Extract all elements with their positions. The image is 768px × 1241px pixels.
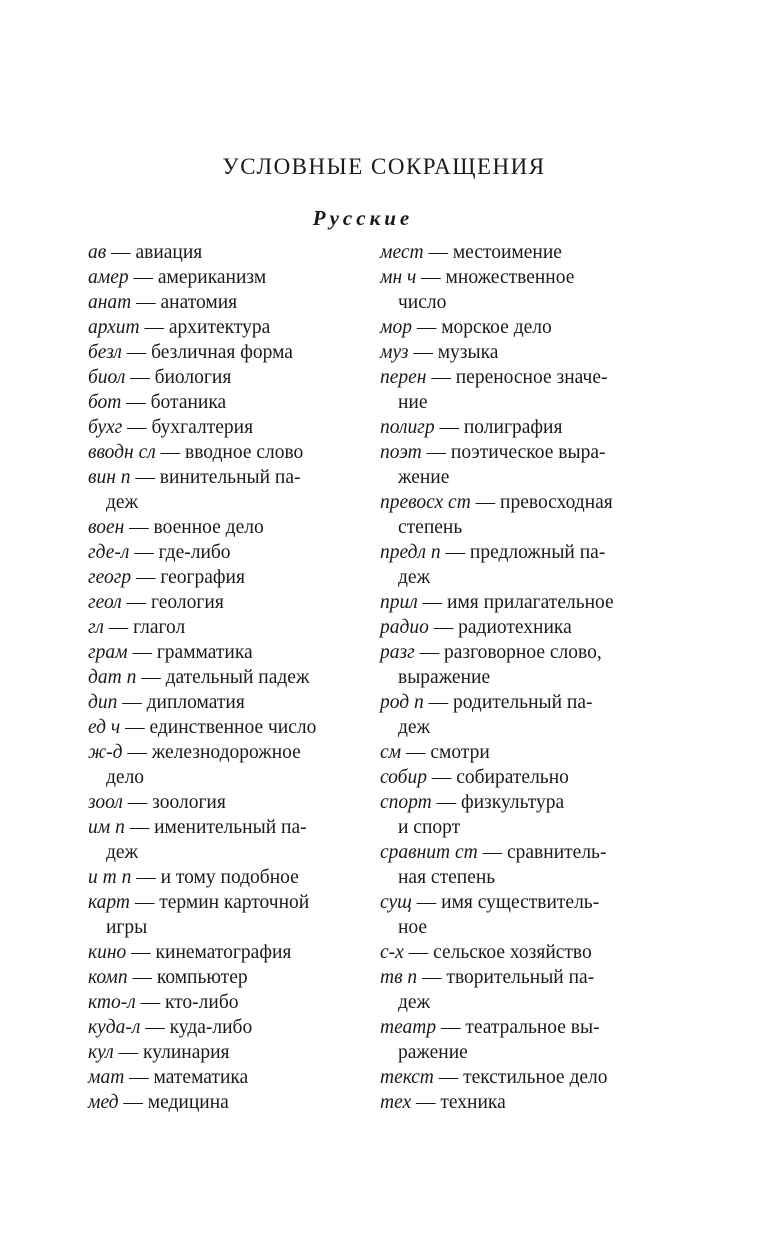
entry-dash: —	[417, 592, 448, 613]
abbreviation-term: архит	[88, 317, 140, 338]
entry-dash: —	[121, 392, 151, 413]
abbreviation-term: спорт	[380, 792, 432, 813]
abbreviation-entry	[88, 315, 358, 340]
abbreviation-entry	[88, 1015, 358, 1040]
entry-dash: —	[122, 417, 152, 438]
abbreviation-term: мор	[380, 317, 412, 338]
entry-dash: —	[431, 792, 461, 813]
abbreviation-term: ж-д	[88, 742, 123, 763]
abbreviation-definition-continued: деж	[398, 567, 431, 588]
abbreviation-term: перен	[380, 367, 427, 388]
abbreviation-term: прил	[380, 592, 418, 613]
abbreviation-definition: бухгалтерия	[151, 417, 254, 438]
abbreviation-entry	[88, 815, 358, 865]
abbreviation-term: разг	[380, 642, 415, 663]
abbreviation-definition: полиграфия	[463, 417, 563, 438]
abbreviation-definition: биология	[154, 367, 232, 388]
abbreviation-term: им п	[88, 817, 125, 838]
entry-dash: —	[470, 492, 501, 513]
entry-dash: —	[121, 592, 152, 613]
abbreviation-term: дип	[88, 692, 118, 713]
entry-dash: —	[121, 342, 152, 363]
abbreviation-definition-continued: ное	[398, 917, 428, 938]
abbreviation-term: и т п	[88, 867, 132, 888]
abbreviation-entry	[88, 990, 358, 1015]
abbreviation-definition-continued: степень	[398, 517, 463, 538]
abbreviation-entry	[380, 615, 650, 640]
abbreviation-term: текст	[380, 1067, 434, 1088]
abbreviation-entry	[380, 440, 650, 490]
abbreviation-definition: музыка	[437, 342, 499, 363]
abbreviation-term: собир	[380, 767, 427, 788]
abbreviation-term: мат	[88, 1067, 125, 1088]
entry-dash: —	[136, 667, 166, 688]
entry-dash: —	[477, 842, 507, 863]
entry-dash: —	[126, 942, 156, 963]
abbreviation-definition: кто-либо	[164, 992, 239, 1013]
abbreviation-definition: превосходная	[500, 492, 613, 513]
entry-dash: —	[421, 442, 451, 463]
abbreviation-definition: кинематография	[155, 942, 292, 963]
entry-dash: —	[426, 767, 457, 788]
entry-dash: —	[416, 267, 446, 288]
abbreviation-definition: собирательно	[456, 767, 569, 788]
abbreviation-definition: анатомия	[160, 292, 238, 313]
abbreviation-entry	[88, 590, 358, 615]
abbreviation-entry	[380, 965, 650, 1015]
entry-dash: —	[440, 542, 470, 563]
abbreviation-term: муз	[380, 342, 409, 363]
abbreviation-entry	[380, 765, 650, 790]
abbreviation-definition: где-либо	[158, 542, 231, 563]
entry-dash: —	[423, 242, 453, 263]
abbreviation-entry	[380, 365, 650, 415]
abbreviation-entry	[88, 390, 358, 415]
abbreviation-definition-continued: дело	[106, 767, 145, 788]
abbreviation-term: воен	[88, 517, 125, 538]
abbreviation-definition: глагол	[133, 617, 186, 638]
abbreviations-left-column	[88, 240, 358, 1115]
abbreviation-term: превосх ст	[380, 492, 471, 513]
entry-dash: —	[118, 1092, 148, 1113]
abbreviation-term: поэт	[380, 442, 422, 463]
entry-dash: —	[124, 517, 154, 538]
abbreviation-definition: медицина	[147, 1092, 229, 1113]
abbreviation-term: театр	[380, 1017, 437, 1038]
abbreviation-definition: ботаника	[150, 392, 227, 413]
abbreviation-definition: математика	[153, 1067, 249, 1088]
abbreviation-entry	[380, 840, 650, 890]
abbreviation-term: безл	[88, 342, 122, 363]
abbreviation-definition: сравнитель-	[507, 842, 607, 863]
abbreviation-entry	[88, 415, 358, 440]
abbreviation-term: геогр	[88, 567, 132, 588]
abbreviation-definition: дательный падеж	[165, 667, 310, 688]
abbreviation-term: биол	[88, 367, 126, 388]
abbreviation-entry	[88, 940, 358, 965]
abbreviation-definition: железнодорожное	[151, 742, 301, 763]
abbreviation-definition: термин карточной	[159, 892, 310, 913]
abbreviation-definition-continued: выражение	[398, 667, 491, 688]
entry-dash: —	[106, 242, 136, 263]
abbreviation-entry	[380, 790, 650, 840]
abbreviation-term: сравнит ст	[380, 842, 478, 863]
entry-dash: —	[426, 367, 456, 388]
abbreviation-definition-continued: ражение	[398, 1042, 468, 1063]
abbreviation-entry	[88, 640, 358, 665]
abbreviation-term: комп	[88, 967, 128, 988]
abbreviation-definition: множественное	[445, 267, 575, 288]
abbreviations-right-column	[380, 240, 650, 1115]
abbreviation-definition: предложный па-	[469, 542, 606, 563]
abbreviation-entry	[380, 690, 650, 740]
abbreviation-definition: кулинария	[143, 1042, 230, 1063]
abbreviation-definition: архитектура	[168, 317, 271, 338]
entry-dash: —	[433, 1067, 464, 1088]
abbreviation-entry	[88, 515, 358, 540]
abbreviation-term: карт	[88, 892, 130, 913]
abbreviation-definition: военное дело	[153, 517, 264, 538]
abbreviation-entry	[88, 565, 358, 590]
abbreviation-entry	[88, 440, 358, 465]
entry-dash: —	[113, 1042, 144, 1063]
abbreviation-definition: авиация	[135, 242, 203, 263]
entry-dash: —	[120, 717, 150, 738]
abbreviation-definition: смотри	[430, 742, 490, 763]
entry-dash: —	[434, 417, 464, 438]
abbreviation-definition: компьютер	[156, 967, 248, 988]
entry-dash: —	[122, 792, 153, 813]
abbreviation-definition: и тому подобное	[160, 867, 299, 888]
abbreviation-definition: вводное слово	[185, 442, 304, 463]
abbreviation-definition: текстильное дело	[463, 1067, 608, 1088]
abbreviation-definition: американизм	[157, 267, 267, 288]
abbreviation-definition-continued: деж	[106, 842, 139, 863]
abbreviation-definition: местоимение	[452, 242, 562, 263]
abbreviation-term: предл п	[380, 542, 441, 563]
entry-dash: —	[127, 642, 157, 663]
entry-dash: —	[127, 967, 157, 988]
abbreviation-definition-continued: игры	[106, 917, 148, 938]
entry-dash: —	[428, 617, 459, 638]
abbreviation-definition: именительный па-	[154, 817, 307, 838]
entry-dash: —	[414, 642, 444, 663]
abbreviation-entry	[88, 865, 358, 890]
entry-dash: —	[411, 892, 442, 913]
abbreviation-entry	[88, 965, 358, 990]
abbreviation-term: гл	[88, 617, 104, 638]
abbreviation-definition: куда-либо	[169, 1017, 253, 1038]
entry-dash: —	[124, 817, 155, 838]
abbreviation-definition: география	[160, 567, 245, 588]
entry-dash: —	[124, 1067, 154, 1088]
abbreviation-definition: сельское хозяйство	[433, 942, 592, 963]
abbreviation-definition: безличная форма	[151, 342, 293, 363]
abbreviation-entry	[380, 890, 650, 940]
entry-dash: —	[411, 1092, 441, 1113]
abbreviation-entry	[380, 490, 650, 540]
entry-dash: —	[130, 467, 160, 488]
abbreviation-term: сущ	[380, 892, 412, 913]
abbreviation-definition: физкультура	[460, 792, 565, 813]
abbreviation-term: зоол	[88, 792, 123, 813]
abbreviation-entry	[380, 415, 650, 440]
entry-dash: —	[117, 692, 147, 713]
entry-dash: —	[131, 292, 161, 313]
abbreviation-entry	[88, 740, 358, 790]
abbreviation-term: мед	[88, 1092, 119, 1113]
abbreviation-term: см	[380, 742, 402, 763]
entry-dash: —	[139, 317, 169, 338]
abbreviation-entry	[88, 690, 358, 715]
abbreviation-definition: геология	[151, 592, 224, 613]
abbreviation-entry	[380, 315, 650, 340]
abbreviation-entry	[380, 640, 650, 690]
abbreviation-entry	[88, 790, 358, 815]
abbreviation-term: вводн сл	[88, 442, 156, 463]
entry-dash: —	[103, 617, 134, 638]
entry-dash: —	[129, 892, 160, 913]
abbreviation-entry	[380, 1065, 650, 1090]
abbreviation-entry	[88, 715, 358, 740]
abbreviation-entry	[380, 265, 650, 315]
abbreviation-term: род п	[380, 692, 424, 713]
abbreviation-definition-continued: ная степень	[398, 867, 496, 888]
abbreviation-entry	[88, 1090, 358, 1115]
entry-dash: —	[401, 742, 431, 763]
entry-dash: —	[417, 967, 447, 988]
abbreviation-term: амер	[88, 267, 129, 288]
abbreviation-definition: радиотехника	[458, 617, 572, 638]
abbreviation-term: геол	[88, 592, 122, 613]
abbreviation-definition-continued: деж	[398, 992, 431, 1013]
abbreviation-entry	[88, 365, 358, 390]
abbreviation-definition: техника	[440, 1092, 506, 1113]
abbreviation-entry	[380, 740, 650, 765]
abbreviation-term: тех	[380, 1092, 412, 1113]
abbreviation-term: с-х	[380, 942, 404, 963]
abbreviation-term: дат п	[88, 667, 137, 688]
abbreviation-definition: театральное вы-	[465, 1017, 600, 1038]
abbreviation-term: грам	[88, 642, 128, 663]
abbreviation-term: анат	[88, 292, 132, 313]
entry-dash: —	[408, 342, 438, 363]
abbreviation-definition-continued: ние	[398, 392, 428, 413]
abbreviation-definition: винительный па-	[159, 467, 301, 488]
entry-dash: —	[140, 1017, 170, 1038]
entry-dash: —	[128, 267, 158, 288]
abbreviation-term: мест	[380, 242, 424, 263]
abbreviation-entry	[380, 940, 650, 965]
page-title: УСЛОВНЫЕ СОКРАЩЕНИЯ	[222, 154, 546, 179]
abbreviation-definition-continued: и спорт	[398, 817, 461, 838]
abbreviation-definition-continued: деж	[398, 717, 431, 738]
entry-dash: —	[129, 542, 159, 563]
entry-dash: —	[436, 1017, 466, 1038]
abbreviation-entry	[88, 615, 358, 640]
abbreviation-entry	[88, 240, 358, 265]
abbreviation-definition: имя существитель-	[441, 892, 600, 913]
abbreviation-term: ав	[88, 242, 107, 263]
abbreviation-term: кто-л	[88, 992, 136, 1013]
abbreviation-term: бот	[88, 392, 122, 413]
section-subtitle: Русские	[312, 206, 414, 230]
abbreviation-entry	[88, 665, 358, 690]
entry-dash: —	[122, 742, 152, 763]
abbreviation-entry	[88, 290, 358, 315]
abbreviation-term: кино	[88, 942, 127, 963]
abbreviation-term: полигр	[380, 417, 435, 438]
entry-dash: —	[125, 367, 155, 388]
abbreviation-term: тв п	[380, 967, 418, 988]
abbreviation-term: где-л	[88, 542, 130, 563]
abbreviation-entry	[380, 540, 650, 590]
abbreviation-term: кул	[88, 1042, 114, 1063]
abbreviation-definition: имя прилагательное	[447, 592, 614, 613]
entry-dash: —	[131, 867, 161, 888]
abbreviation-entry	[88, 1065, 358, 1090]
abbreviation-term: бухг	[88, 417, 123, 438]
abbreviation-entry	[380, 590, 650, 615]
abbreviation-entry	[380, 1090, 650, 1115]
abbreviation-definition: творительный па-	[446, 967, 595, 988]
abbreviation-entry	[88, 265, 358, 290]
abbreviation-entry	[380, 1015, 650, 1065]
abbreviation-term: мн ч	[380, 267, 417, 288]
abbreviation-definition: переносное значе-	[455, 367, 608, 388]
entry-dash: —	[135, 992, 165, 1013]
abbreviation-definition: поэтическое выра-	[450, 442, 606, 463]
abbreviation-entry	[88, 465, 358, 515]
abbreviation-term: куда-л	[88, 1017, 141, 1038]
abbreviation-definition-continued: жение	[398, 467, 450, 488]
abbreviation-definition: единственное число	[149, 717, 317, 738]
abbreviation-definition: грамматика	[156, 642, 253, 663]
abbreviation-term: вин п	[88, 467, 131, 488]
abbreviation-entry	[88, 340, 358, 365]
abbreviation-entry	[88, 890, 358, 940]
entry-dash: —	[411, 317, 442, 338]
entry-dash: —	[403, 942, 434, 963]
abbreviation-definition-continued: деж	[106, 492, 139, 513]
abbreviation-definition: зоология	[152, 792, 226, 813]
abbreviation-entry	[88, 1040, 358, 1065]
abbreviation-definition: дипломатия	[146, 692, 245, 713]
abbreviation-term: радио	[380, 617, 429, 638]
entry-dash: —	[423, 692, 453, 713]
abbreviation-definition: разговорное слово,	[443, 642, 602, 663]
abbreviation-entry	[88, 540, 358, 565]
entry-dash: —	[131, 567, 161, 588]
abbreviation-definition: морское дело	[441, 317, 552, 338]
abbreviation-definition: родительный па-	[452, 692, 593, 713]
abbreviation-definition-continued: число	[398, 292, 447, 313]
abbreviation-entry	[380, 340, 650, 365]
entry-dash: —	[155, 442, 185, 463]
abbreviation-term: ед ч	[88, 717, 121, 738]
abbreviation-entry	[380, 240, 650, 265]
